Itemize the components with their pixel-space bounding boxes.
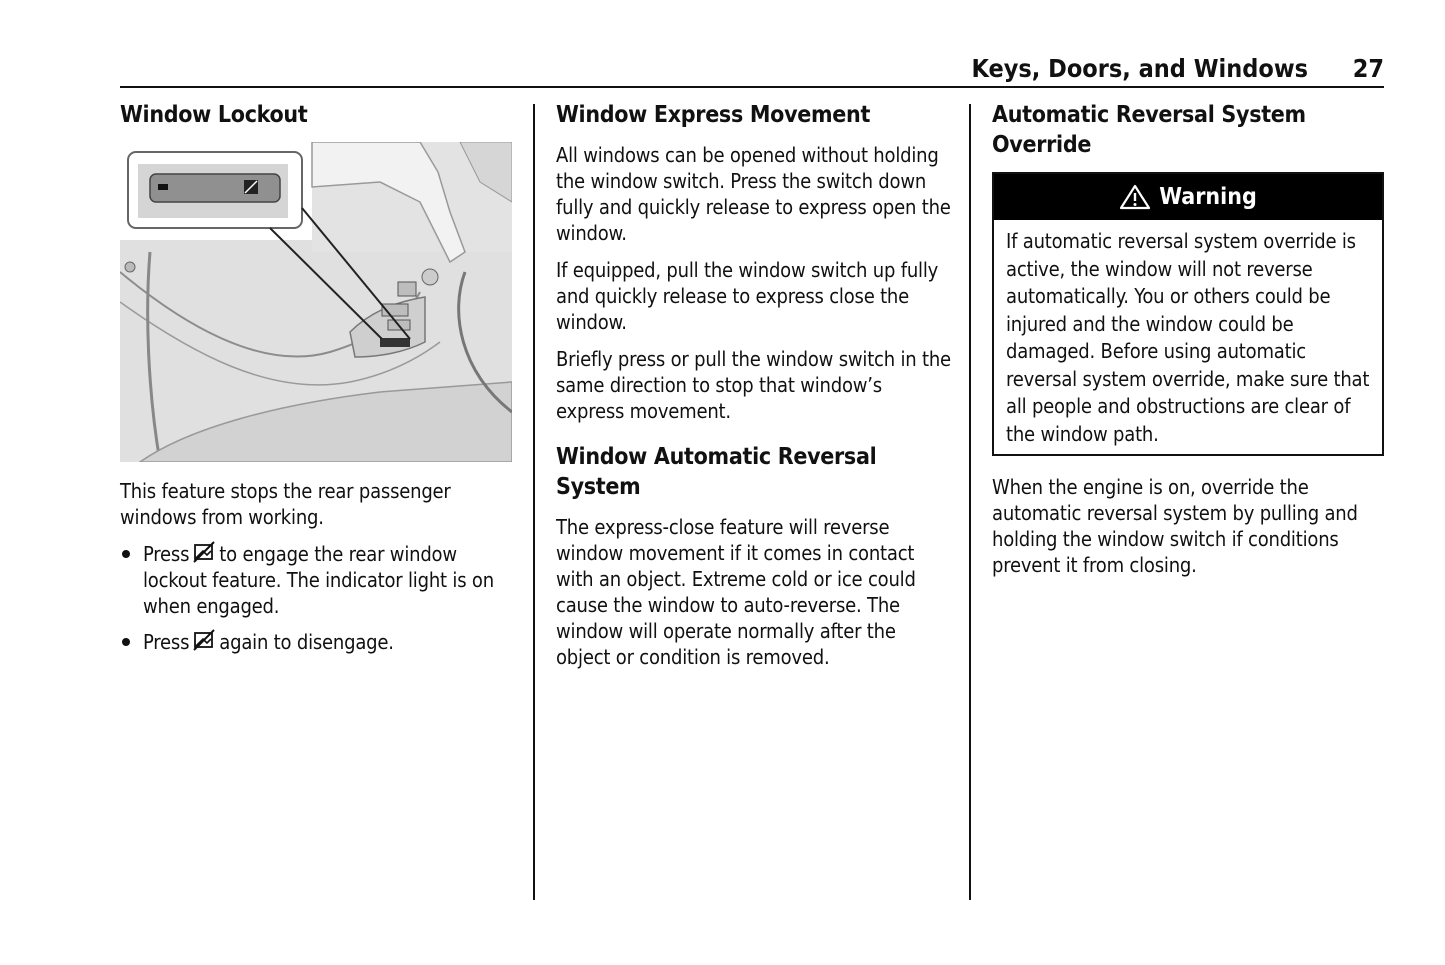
heading-reversal-override: Automatic Reversal System Override (992, 102, 1306, 158)
warning-text: If automatic reversal system override is active, the window will not reverse automatically. You or others could be injured and the window could be damaged. Before using automatic reversal system override, make sure that all people and obstructions are clear of the window path. (1006, 229, 1370, 446)
column-window-lockout (120, 100, 512, 665)
bullet (122, 638, 130, 646)
window-lockout-icon (193, 541, 215, 563)
column-divider (969, 104, 971, 900)
column-divider (533, 104, 535, 900)
section-title: Keys, Doors, and Windows (971, 54, 1308, 83)
heading-auto-reversal: Window Automatic Reversal System (556, 444, 877, 500)
column-express-movement (556, 100, 951, 681)
paragraph: When the engine is on, override the automatic reversal system by pulling and holding the window switch if conditions prevent it from closing. (992, 475, 1358, 577)
list-item: Press again to disengage. (120, 629, 512, 655)
column-reversal-override (992, 100, 1384, 589)
paragraph: The express-close feature will reverse window movement if it comes in contact with an object. Extreme cold or ice could cause the window to auto-reverse. The window will operate normally after the object or condition is removed. (556, 515, 916, 669)
list-item: Press to engage the rear window lockout feature. The indicator light is on when engaged. (120, 541, 512, 619)
lockout-intro: This feature stops the rear passenger windows from working. (120, 479, 451, 529)
bullet (122, 550, 130, 558)
paragraph: If equipped, pull the window switch up fully and quickly release to express close the window. (556, 258, 939, 334)
heading-window-lockout: Window Lockout (120, 102, 308, 128)
warning-header (994, 174, 1382, 220)
window-lockout-icon (193, 629, 215, 651)
warning-box (992, 172, 1384, 456)
warning-title: Warning (1159, 184, 1257, 210)
page-number: 27 (1352, 54, 1384, 83)
lockout-steps (120, 541, 512, 655)
page-header (120, 50, 1384, 88)
heading-express-movement: Window Express Movement (556, 102, 871, 128)
door-panel-illustration (120, 142, 512, 462)
warning-triangle-icon (1119, 184, 1151, 210)
paragraph: Briefly press or pull the window switch in the same direction to stop that window’s express movement. (556, 347, 951, 423)
paragraph: All windows can be opened without holding the window switch. Press the switch down fully and quickly release to express open the window. (556, 143, 951, 245)
